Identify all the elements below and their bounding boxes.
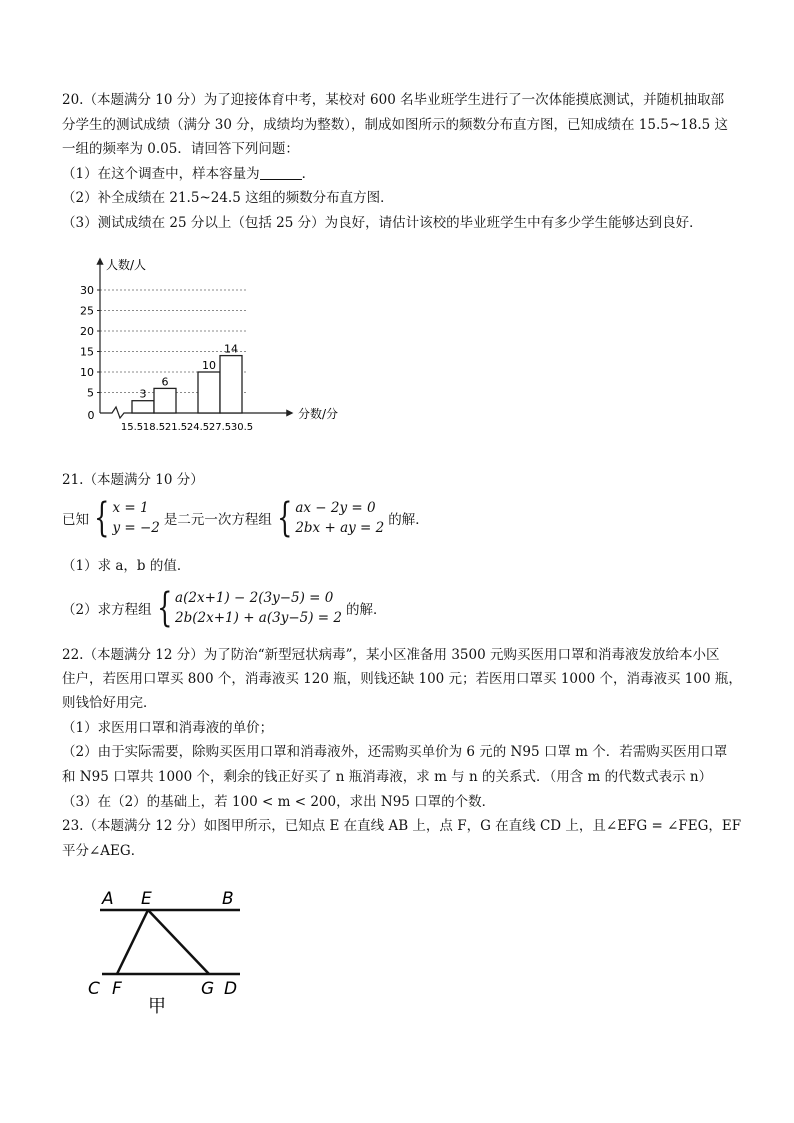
brace-3: { [156,585,172,631]
system-1 [112,498,159,538]
label-a: A [102,889,114,909]
q22-item-2-line-2: 和 N95 口罩共 1000 个，剩余的钱正好买了 n 瓶消毒液，求 m 与 n 的关系式．（用含 m 的代数式表示 n） [62,769,713,785]
x-axis-label: 分数/分 [298,407,339,421]
label-b: B [222,889,234,909]
q20-item-2: （2）补全成绩在 21.5~24.5 这组的频数分布直方图． [62,190,394,206]
y-tick-label: 25 [80,304,94,318]
q21-header: 21.（本题满分 10 分） [62,472,204,488]
answer-blank [260,165,302,180]
q21-statement [62,495,429,541]
q21-known: 已知 [62,512,89,528]
brace-2: { [276,495,293,541]
segment-ef [117,910,148,974]
origin-label: 0 [87,409,95,422]
system-1-eq-2: y = −2 [112,520,160,536]
y-tick-label: 5 [87,386,94,400]
x-tick-label: 18.5 [142,422,166,433]
y-tick-label: 30 [80,284,94,297]
q20-item-1 [62,164,315,184]
q21-item-2 [62,585,387,631]
q20-line-3: 一组的频率为 0.05．请回答下列问题： [62,141,299,157]
bar-value-label: 10 [202,359,216,372]
system-3 [175,588,342,628]
brace-1: { [94,495,110,541]
y-axis-label: 人数/人 [106,258,147,272]
q21-item-2-pre: （2）求方程组 [62,602,152,618]
q20-item-1-text: （1）在这个调查中，样本容量为 [62,166,260,182]
x-tick-label: 15.5 [120,422,144,433]
bar-value-label: 14 [224,342,238,356]
system-3-eq-2: 2b(2x+1) + a(3y−5) = 2 [175,610,342,626]
figure-caption: 甲 [148,996,166,1017]
segment-eg [148,910,209,974]
system-2-eq-2: 2bx + ay = 2 [295,520,385,536]
q21-mid-text: 是二元一次方程组 [163,512,272,528]
system-3-eq-1: a(2x+1) − 2(3y−5) = 0 [175,590,334,606]
q20-item-3: （3）测试成绩在 25 分以上（包括 25 分）为良好，请估计该校的毕业班学生中有多少学生能够达到良好． [62,215,703,231]
q21-end-text: 的解． [388,512,429,528]
q20-item-1-end: ． [301,166,316,182]
q23-line-1: 23.（本题满分 12 分）如图甲所示，已知点 E 在直线 AB 上，点 F，G 在直线 CD 上，且∠EFG = ∠FEG，EF [62,818,742,834]
system-1-eq-1: x = 1 [112,500,149,516]
q21-item-2-end: 的解． [346,602,387,618]
y-tick-label: 10 [80,366,94,379]
q22-line-1: 22.（本题满分 12 分）为了防治“新型冠状病毒”，某小区准备用 3500 元购买医用口罩和消毒液发放给本小区 [62,647,720,663]
x-tick-label: 21.5 [164,422,188,433]
q22-line-3: 则钱恰好用完． [62,695,157,711]
bar-value-label: 3 [139,387,147,401]
q22-item-2-line-1: （2）由于实际需要，除购买医用口罩和消毒液外，还需购买单价为 6 元的 N95 口罩 m 个．若需购买医用口罩 [62,744,728,760]
frequency-histogram [62,245,342,455]
q21-item-1: （1）求 a，b 的值． [62,558,191,574]
x-tick-label: 30.5 [230,422,254,433]
label-f: F [112,979,122,999]
label-d: D [224,979,238,999]
x-tick-label: 27.5 [208,422,232,433]
bar-value-label: 6 [161,375,169,389]
histogram-bar [154,388,176,413]
label-e: E [141,889,152,909]
q22-item-3: （3）在（2）的基础上，若 100 < m < 200，求出 N95 口罩的个数． [62,794,496,810]
label-g: G [201,979,215,999]
q22-item-1: （1）求医用口罩和消毒液的单价； [62,720,274,736]
label-c: C [88,979,100,999]
geometry-figure [62,880,262,1025]
histogram-bar [220,356,242,413]
q20-line-1: 20.（本题满分 10 分）为了迎接体育中考，某校对 600 名毕业班学生进行了一次体能摸底测试，并随机抽取部 [62,92,725,108]
system-2 [295,498,384,538]
x-axis [100,407,292,418]
q20-line-2: 分学生的测试成绩（满分 30 分，成绩均为整数），制成如图所示的频数分布直方图，已知成绩在 15.5~18.5 这 [62,117,729,133]
system-2-eq-1: ax − 2y = 0 [295,500,376,516]
y-tick-label: 20 [80,325,94,338]
x-tick-label: 24.5 [186,422,210,433]
histogram-bar [132,401,154,413]
y-tick-label: 15 [80,345,94,359]
q22-line-2: 住户，若医用口罩买 800 个，消毒液买 120 瓶，则钱还缺 100 元；若医用口罩买 1000 个，消毒液买 100 瓶， [62,671,742,687]
q23-line-2: 平分∠AEG． [62,843,145,859]
histogram-bar [198,372,220,413]
